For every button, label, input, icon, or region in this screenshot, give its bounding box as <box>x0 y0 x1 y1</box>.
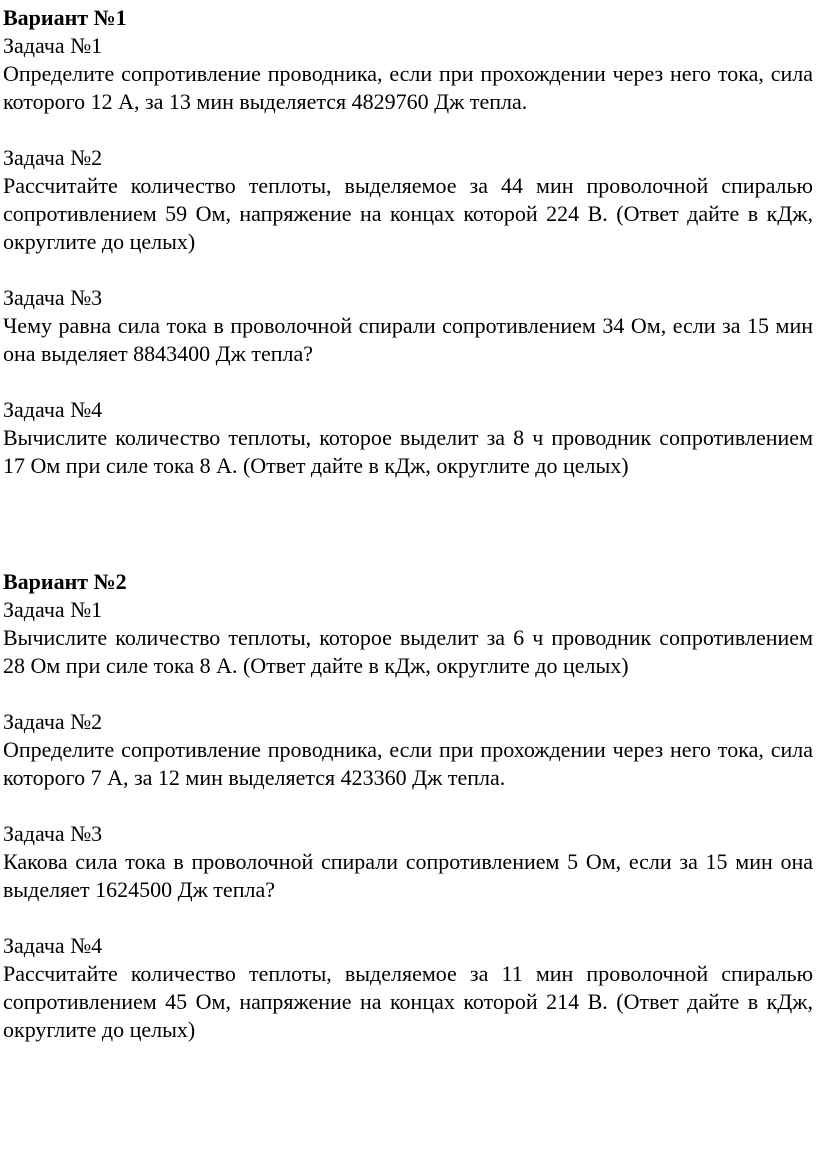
task-title: Задача №4 <box>3 933 103 958</box>
task-text: Рассчитайте количество теплоты, выделяемое за 44 мин проволочной спиралью сопротивлением 59 Ом, напряжение на концах которой 224 В. (Ответ дайте в кДж, округлите до целых) <box>3 173 813 254</box>
task-text: Вычислите количество теплоты, которое выделит за 6 ч проводник сопротивлением 28 Ом при силе тока 8 А. (Ответ дайте в кДж, округлите до целых) <box>3 625 813 678</box>
task-title: Задача №1 <box>3 33 103 58</box>
task-4 <box>3 932 813 1044</box>
task-text: Определите сопротивление проводника, если при прохождении через него тока, сила которого 7 А, за 12 мин выделяется 423360 Дж тепла. <box>3 737 813 790</box>
task-text: Вычислите количество теплоты, которое выделит за 8 ч проводник сопротивлением 17 Ом при силе тока 8 А. (Ответ дайте в кДж, округлите до целых) <box>3 425 813 478</box>
task-text: Определите сопротивление проводника, если при прохождении через него тока, сила которого 12 А, за 13 мин выделяется 4829760 Дж тепла. <box>3 61 813 114</box>
task-title: Задача №2 <box>3 145 103 170</box>
task-2 <box>3 144 813 256</box>
task-4 <box>3 396 813 480</box>
document-page <box>3 0 813 1044</box>
variant-title: Вариант №2 <box>3 569 127 594</box>
task-text: Какова сила тока в проволочной спирали сопротивлением 5 Ом, если за 15 мин она выделяет 1624500 Дж тепла? <box>3 849 813 902</box>
task-3 <box>3 820 813 904</box>
variant-1 <box>3 0 813 480</box>
task-2 <box>3 708 813 792</box>
task-title: Задача №1 <box>3 597 103 622</box>
task-1 <box>3 32 813 116</box>
task-3 <box>3 284 813 368</box>
task-title: Задача №3 <box>3 285 103 310</box>
variant-title: Вариант №1 <box>3 5 127 30</box>
task-title: Задача №4 <box>3 397 103 422</box>
task-1 <box>3 596 813 680</box>
task-title: Задача №2 <box>3 709 103 734</box>
task-text: Чему равна сила тока в проволочной спирали сопротивлением 34 Ом, если за 15 мин она выделяет 8843400 Дж тепла? <box>3 313 813 366</box>
task-title: Задача №3 <box>3 821 103 846</box>
task-text: Рассчитайте количество теплоты, выделяемое за 11 мин проволочной спиралью сопротивлением 45 Ом, напряжение на концах которой 214 В. (Ответ дайте в кДж, округлите до целых) <box>3 961 813 1042</box>
variant-2 <box>3 564 813 1044</box>
